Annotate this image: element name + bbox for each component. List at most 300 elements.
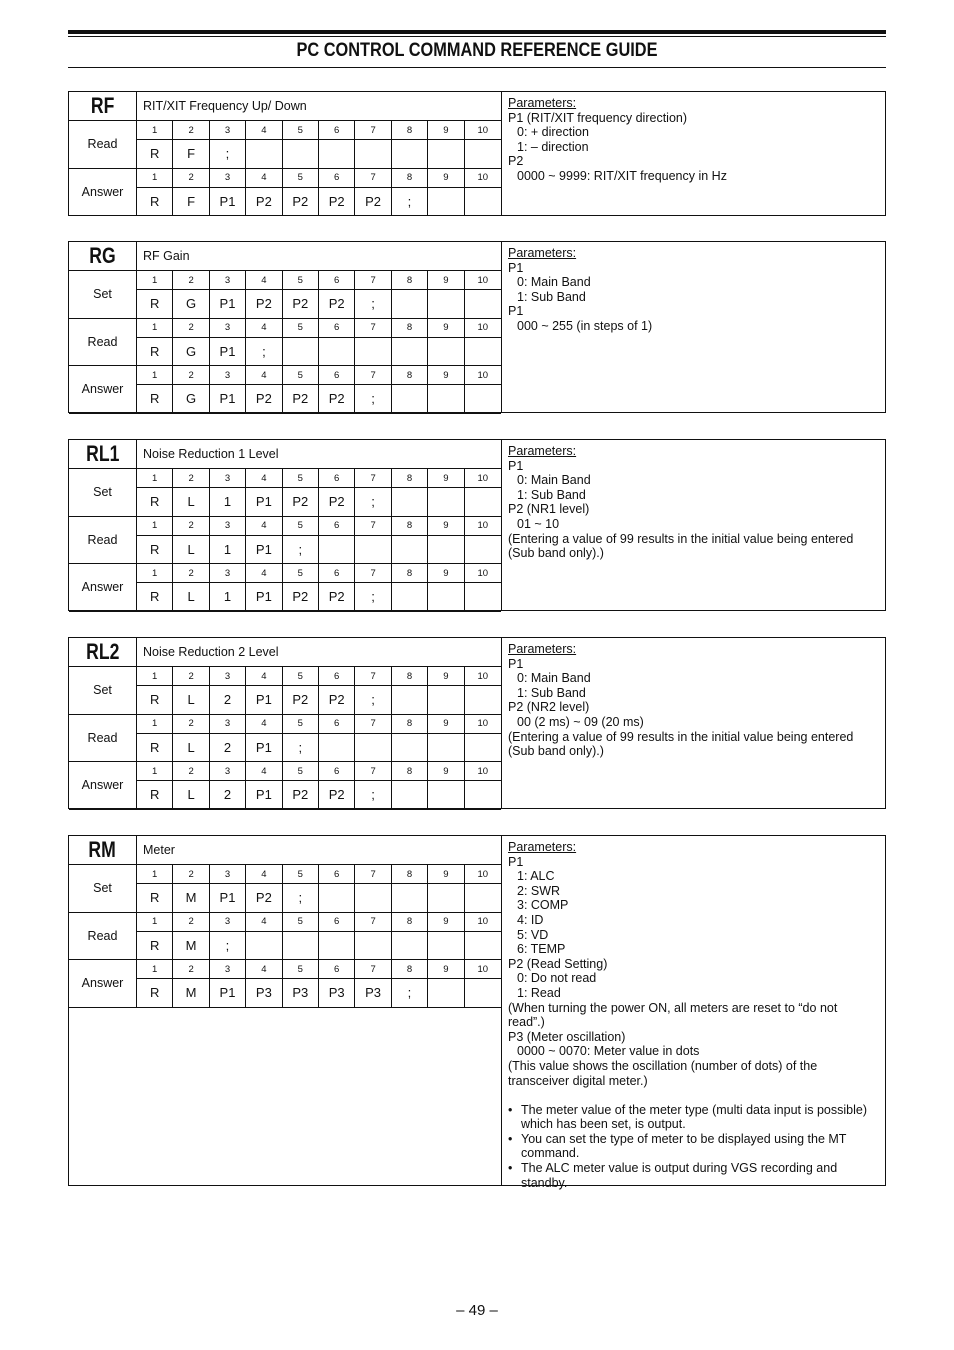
position-number: 3 [210, 715, 246, 734]
row-label: Answer [69, 366, 137, 414]
position-number: 6 [319, 564, 355, 583]
parameter-line: 2: SWR [517, 883, 561, 898]
command-block-rg [68, 241, 886, 413]
command-char-cell [465, 583, 501, 612]
command-char-cell: R [137, 188, 173, 217]
position-number: 5 [283, 564, 319, 583]
parameter-line: P1 [508, 304, 524, 319]
position-number: 7 [355, 960, 391, 979]
command-char-cell [355, 338, 391, 367]
position-number: 10 [465, 667, 501, 686]
parameter-line: 1: ALC [517, 869, 555, 884]
command-name: Meter [137, 836, 501, 865]
position-number: 8 [392, 564, 428, 583]
command-char-cell: R [137, 884, 173, 913]
position-number: 3 [210, 319, 246, 338]
command-char-cell: ; [355, 385, 391, 414]
position-number: 5 [283, 960, 319, 979]
parameter-line: P2 [508, 154, 524, 169]
position-number: 8 [392, 319, 428, 338]
command-char-cell [392, 385, 428, 414]
parameters-heading: Parameters: [508, 96, 577, 110]
command-char-cell: P2 [246, 385, 282, 414]
position-number: 4 [246, 366, 282, 385]
position-number: 2 [173, 960, 209, 979]
command-char-cell [428, 583, 464, 612]
command-char-cell [465, 385, 501, 414]
command-char-cell: 1 [210, 536, 246, 565]
command-char-cell: G [173, 290, 209, 319]
command-char-cell: R [137, 734, 173, 763]
command-char-cell: 2 [210, 781, 246, 810]
row-label: Set [69, 667, 137, 715]
command-char-cell: ; [355, 290, 391, 319]
parameter-line: 0000 ~ 9999: RIT/XIT frequency in Hz [517, 168, 727, 183]
parameter-line: P1 [508, 656, 524, 671]
position-number: 5 [283, 366, 319, 385]
command-char-cell: G [173, 385, 209, 414]
position-number: 4 [246, 667, 282, 686]
position-number: 8 [392, 169, 428, 188]
parameter-line: 4: ID [517, 912, 544, 927]
row-label: Set [69, 865, 137, 913]
command-char-cell: P1 [246, 734, 282, 763]
command-char-cell: L [173, 488, 209, 517]
position-number: 6 [319, 121, 355, 140]
position-number: 7 [355, 366, 391, 385]
command-char-cell: ; [283, 884, 319, 913]
command-char-cell: P1 [210, 884, 246, 913]
parameter-line: (Entering a value of 99 results in the initial value being entered [508, 729, 854, 744]
position-number: 2 [173, 169, 209, 188]
parameter-line: 0: + direction [517, 125, 589, 140]
position-number: 9 [428, 366, 464, 385]
parameter-line: (This value shows the oscillation (number of dots) of the [508, 1058, 818, 1073]
command-char-cell [355, 932, 391, 961]
position-number: 7 [355, 913, 391, 932]
position-number: 3 [210, 913, 246, 932]
parameter-line: P1 [508, 458, 524, 473]
position-number: 1 [137, 366, 173, 385]
position-number: 2 [173, 319, 209, 338]
command-char-cell: P2 [246, 884, 282, 913]
parameter-line: P1 [508, 854, 524, 869]
command-char-cell: P2 [283, 385, 319, 414]
position-number: 6 [319, 271, 355, 290]
position-number: 4 [246, 762, 282, 781]
position-number: 4 [246, 715, 282, 734]
command-char-cell [392, 884, 428, 913]
command-char-cell [465, 140, 501, 169]
command-char-cell [428, 140, 464, 169]
position-number: 5 [283, 469, 319, 488]
row-label: Set [69, 271, 137, 319]
command-char-cell: P1 [210, 338, 246, 367]
command-char-cell [246, 932, 282, 961]
position-number: 10 [465, 366, 501, 385]
position-number: 2 [173, 865, 209, 884]
command-char-cell: L [173, 781, 209, 810]
command-block-rl1 [68, 439, 886, 611]
row-label: Answer [69, 762, 137, 810]
command-char-cell [428, 884, 464, 913]
command-char-cell: P2 [355, 188, 391, 217]
position-number: 9 [428, 865, 464, 884]
parameter-line: 01 ~ 10 [517, 516, 560, 531]
command-char-cell: L [173, 583, 209, 612]
command-char-cell [465, 338, 501, 367]
command-char-cell: ; [283, 536, 319, 565]
position-number: 6 [319, 960, 355, 979]
position-number: 6 [319, 715, 355, 734]
position-number: 10 [465, 865, 501, 884]
position-number: 5 [283, 913, 319, 932]
command-code-text: RM [88, 837, 117, 862]
command-char-cell: 1 [210, 583, 246, 612]
parameter-line: 0: Do not read [517, 971, 597, 986]
position-number: 8 [392, 121, 428, 140]
position-number: 4 [246, 865, 282, 884]
command-code-text: RL2 [85, 639, 120, 664]
position-number: 10 [465, 715, 501, 734]
position-number: 7 [355, 865, 391, 884]
command-char-cell: F [173, 140, 209, 169]
position-number: 6 [319, 762, 355, 781]
command-char-cell: ; [355, 686, 391, 715]
position-number: 9 [428, 564, 464, 583]
command-char-cell [392, 338, 428, 367]
command-code [69, 440, 137, 469]
position-number: 7 [355, 564, 391, 583]
position-number: 5 [283, 762, 319, 781]
position-number: 4 [246, 517, 282, 536]
position-number: 4 [246, 469, 282, 488]
row-label: Read [69, 715, 137, 763]
command-char-cell: R [137, 932, 173, 961]
command-char-cell [355, 884, 391, 913]
command-char-cell: ; [355, 488, 391, 517]
position-number: 4 [246, 564, 282, 583]
position-number: 7 [355, 319, 391, 338]
position-number: 6 [319, 366, 355, 385]
command-char-cell: R [137, 686, 173, 715]
command-char-cell: ; [283, 734, 319, 763]
command-char-cell: P3 [283, 979, 319, 1008]
note-bullet: • The ALC meter value is output during VGS recording and standby. [508, 1161, 879, 1190]
position-number: 10 [465, 169, 501, 188]
command-char-cell [355, 734, 391, 763]
command-char-cell [319, 932, 355, 961]
command-char-cell [428, 781, 464, 810]
header-rule-bottom [68, 67, 886, 68]
parameter-line: (Sub band only).) [508, 546, 604, 561]
position-number: 10 [465, 121, 501, 140]
position-number: 4 [246, 271, 282, 290]
command-char-cell [355, 536, 391, 565]
position-number: 2 [173, 564, 209, 583]
command-char-cell: P2 [283, 781, 319, 810]
command-name: Noise Reduction 2 Level [137, 638, 501, 667]
command-char-cell: P2 [283, 488, 319, 517]
command-char-cell: F [173, 188, 209, 217]
position-number: 8 [392, 366, 428, 385]
position-number: 8 [392, 517, 428, 536]
parameter-line [508, 1088, 879, 1103]
row-label: Answer [69, 169, 137, 217]
position-number: 4 [246, 913, 282, 932]
position-number: 7 [355, 469, 391, 488]
command-char-cell [319, 140, 355, 169]
parameter-line: 0: Main Band [517, 275, 591, 290]
command-char-cell [465, 979, 501, 1008]
command-char-cell [319, 884, 355, 913]
parameter-line: 1: Sub Band [517, 289, 586, 304]
command-char-cell: R [137, 385, 173, 414]
parameter-line: P2 (NR2 level) [508, 700, 590, 715]
position-number: 3 [210, 960, 246, 979]
parameter-line: (Entering a value of 99 results in the initial value being entered [508, 531, 854, 546]
position-number: 4 [246, 960, 282, 979]
command-char-cell: P2 [283, 290, 319, 319]
command-char-cell: ; [355, 781, 391, 810]
command-char-cell: P2 [319, 188, 355, 217]
parameter-line: transceiver digital meter.) [508, 1073, 648, 1088]
parameter-line: (When turning the power ON, all meters are reset to “do not [508, 1000, 838, 1015]
command-block-rl2 [68, 637, 886, 809]
row-label: Read [69, 913, 137, 961]
command-char-cell: R [137, 536, 173, 565]
parameters-heading: Parameters: [508, 642, 577, 656]
position-number: 5 [283, 271, 319, 290]
parameters-panel [501, 440, 885, 610]
header-rule-thin [68, 36, 886, 37]
command-char-cell: R [137, 979, 173, 1008]
position-number: 6 [319, 517, 355, 536]
parameter-line: 5: VD [517, 927, 549, 942]
parameter-line: 1: Read [517, 985, 561, 1000]
command-char-cell: P3 [246, 979, 282, 1008]
command-code [69, 242, 137, 271]
command-char-cell [428, 488, 464, 517]
command-char-cell [319, 338, 355, 367]
command-name: RF Gain [137, 242, 501, 271]
position-number: 2 [173, 469, 209, 488]
command-char-cell: R [137, 338, 173, 367]
row-label: Read [69, 517, 137, 565]
position-number: 7 [355, 169, 391, 188]
command-name: Noise Reduction 1 Level [137, 440, 501, 469]
position-number: 3 [210, 667, 246, 686]
position-number: 9 [428, 517, 464, 536]
parameter-line: (Sub band only).) [508, 744, 604, 759]
position-number: 2 [173, 271, 209, 290]
parameter-line: P3 (Meter oscillation) [508, 1029, 626, 1044]
position-number: 9 [428, 169, 464, 188]
position-number: 1 [137, 913, 173, 932]
command-char-cell [392, 290, 428, 319]
command-char-cell [428, 338, 464, 367]
position-number: 8 [392, 469, 428, 488]
command-char-cell: L [173, 734, 209, 763]
position-number: 5 [283, 319, 319, 338]
command-char-cell [392, 140, 428, 169]
note-bullet: • You can set the type of meter to be displayed using the MT command. [508, 1132, 879, 1161]
parameters-panel [501, 242, 885, 412]
position-number: 9 [428, 715, 464, 734]
position-number: 2 [173, 715, 209, 734]
command-char-cell [428, 734, 464, 763]
command-char-cell: P2 [246, 290, 282, 319]
command-char-cell [465, 488, 501, 517]
command-char-cell: P3 [355, 979, 391, 1008]
command-char-cell: ; [392, 979, 428, 1008]
command-char-cell [246, 140, 282, 169]
command-char-cell [392, 536, 428, 565]
row-label: Answer [69, 564, 137, 612]
position-number: 3 [210, 169, 246, 188]
parameter-line: 00 (2 ms) ~ 09 (20 ms) [517, 714, 644, 729]
command-char-cell: R [137, 583, 173, 612]
command-char-cell [428, 536, 464, 565]
command-char-cell: ; [355, 583, 391, 612]
position-number: 10 [465, 913, 501, 932]
position-number: 10 [465, 564, 501, 583]
position-number: 1 [137, 715, 173, 734]
command-char-cell: L [173, 686, 209, 715]
command-char-cell [283, 338, 319, 367]
command-char-cell: P1 [210, 979, 246, 1008]
command-char-cell: P1 [210, 385, 246, 414]
command-char-cell: ; [210, 932, 246, 961]
position-number: 3 [210, 517, 246, 536]
command-char-cell: P2 [283, 188, 319, 217]
position-number: 6 [319, 469, 355, 488]
position-number: 6 [319, 913, 355, 932]
command-char-cell: G [173, 338, 209, 367]
command-char-cell [283, 140, 319, 169]
command-char-cell: ; [246, 338, 282, 367]
position-number: 3 [210, 762, 246, 781]
command-char-cell: P2 [319, 781, 355, 810]
position-number: 9 [428, 762, 464, 781]
command-char-cell [392, 488, 428, 517]
position-number: 2 [173, 517, 209, 536]
command-char-cell: ; [210, 140, 246, 169]
command-char-cell: ; [392, 188, 428, 217]
parameter-line: 1: – direction [517, 139, 589, 154]
position-number: 10 [465, 762, 501, 781]
command-name: RIT/XIT Frequency Up/ Down [137, 92, 501, 121]
command-char-cell [465, 290, 501, 319]
position-number: 3 [210, 271, 246, 290]
position-number: 9 [428, 667, 464, 686]
parameter-line: 1: Sub Band [517, 685, 586, 700]
command-code [69, 638, 137, 667]
parameter-line: 0: Main Band [517, 671, 591, 686]
position-number: 2 [173, 121, 209, 140]
position-number: 4 [246, 169, 282, 188]
command-char-cell [392, 781, 428, 810]
parameter-line: 000 ~ 255 (in steps of 1) [517, 318, 653, 333]
command-char-cell: P2 [246, 188, 282, 217]
command-code-text: RF [90, 93, 115, 118]
command-char-cell: P2 [319, 488, 355, 517]
command-char-cell: P2 [319, 290, 355, 319]
command-char-cell: P2 [319, 686, 355, 715]
command-char-cell: L [173, 536, 209, 565]
position-number: 2 [173, 762, 209, 781]
row-label: Set [69, 469, 137, 517]
row-label: Read [69, 319, 137, 367]
position-number: 2 [173, 667, 209, 686]
parameters-panel [501, 638, 885, 808]
position-number: 1 [137, 960, 173, 979]
command-char-cell [428, 188, 464, 217]
parameters-heading: Parameters: [508, 246, 577, 260]
position-number: 3 [210, 564, 246, 583]
command-char-cell [319, 536, 355, 565]
command-char-cell: P1 [210, 290, 246, 319]
position-number: 5 [283, 667, 319, 686]
position-number: 2 [173, 366, 209, 385]
position-number: 1 [137, 271, 173, 290]
note-bullet: • The meter value of the meter type (multi data input is possible) which has been set, is output. [508, 1103, 879, 1132]
parameters-panel [501, 836, 885, 1190]
position-number: 3 [210, 121, 246, 140]
position-number: 8 [392, 865, 428, 884]
parameters-panel [501, 92, 885, 215]
command-char-cell [392, 686, 428, 715]
command-char-cell: P2 [283, 686, 319, 715]
position-number: 5 [283, 715, 319, 734]
parameter-line: read”.) [508, 1015, 545, 1030]
command-code [69, 836, 137, 865]
command-block-rf [68, 91, 886, 216]
command-char-cell: 1 [210, 488, 246, 517]
position-number: 7 [355, 121, 391, 140]
position-number: 7 [355, 762, 391, 781]
command-char-cell [428, 979, 464, 1008]
command-char-cell: 2 [210, 686, 246, 715]
page-title: PC CONTROL COMMAND REFERENCE GUIDE [296, 40, 658, 61]
command-char-cell [465, 734, 501, 763]
command-char-cell: M [173, 884, 209, 913]
position-number: 6 [319, 865, 355, 884]
parameter-line: P1 [508, 260, 524, 275]
command-char-cell [283, 932, 319, 961]
command-char-cell [428, 385, 464, 414]
position-number: 4 [246, 319, 282, 338]
position-number: 1 [137, 319, 173, 338]
command-char-cell: R [137, 781, 173, 810]
command-char-cell: M [173, 932, 209, 961]
command-char-cell [465, 884, 501, 913]
position-number: 6 [319, 319, 355, 338]
command-char-cell [355, 140, 391, 169]
command-char-cell: M [173, 979, 209, 1008]
position-number: 10 [465, 960, 501, 979]
position-number: 5 [283, 517, 319, 536]
position-number: 10 [465, 319, 501, 338]
command-char-cell [392, 734, 428, 763]
parameter-line: P2 (NR1 level) [508, 502, 590, 517]
parameters-heading: Parameters: [508, 840, 577, 854]
position-number: 3 [210, 469, 246, 488]
page-number: – 49 – [456, 1302, 498, 1319]
position-number: 1 [137, 564, 173, 583]
command-char-cell: R [137, 140, 173, 169]
position-number: 7 [355, 715, 391, 734]
